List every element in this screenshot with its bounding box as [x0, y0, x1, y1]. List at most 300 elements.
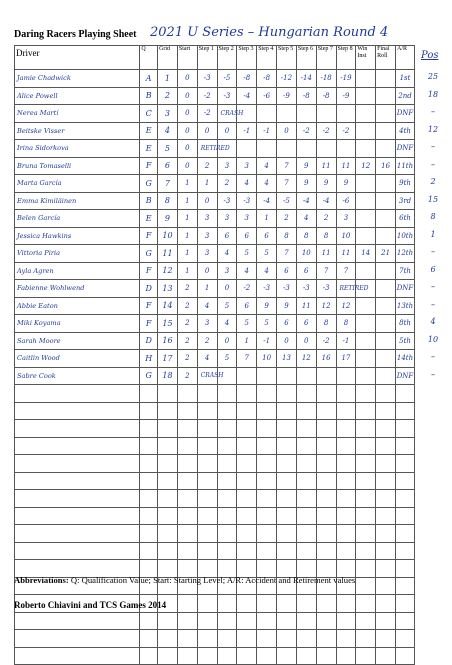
blank-cell [257, 647, 277, 665]
step-4-value: -4 [257, 192, 277, 210]
win-inst-value [356, 87, 376, 105]
table-row [15, 192, 415, 210]
blank-cell [296, 612, 316, 630]
blank-cell [376, 525, 396, 543]
header-step-7: Step 7 [316, 46, 336, 70]
step-7-value: 9 [316, 175, 336, 193]
step-5-value [277, 140, 297, 158]
final-roll-value [376, 350, 396, 368]
start-level: 1 [177, 262, 197, 280]
step-3-value [237, 140, 257, 158]
step-2-value: -5 [217, 70, 237, 88]
header-step-3: Step 3 [237, 46, 257, 70]
step-8-value: 17 [336, 350, 356, 368]
blank-cell [197, 420, 217, 438]
header-step-2: Step 2 [217, 46, 237, 70]
blank-cell [257, 525, 277, 543]
grid-position: 15 [158, 315, 178, 333]
start-level: 2 [177, 332, 197, 350]
step-4-value: 4 [257, 157, 277, 175]
header-win-inst: Win Inst [356, 46, 376, 70]
step-1-value: 4 [197, 350, 217, 368]
final-roll-value [376, 280, 396, 298]
step-5-value: 7 [277, 157, 297, 175]
step-3-value: -1 [237, 122, 257, 140]
final-roll-value [376, 315, 396, 333]
blank-cell [316, 647, 336, 665]
blank-cell [316, 437, 336, 455]
step-1-value: 0 [197, 192, 217, 210]
blank-cell [197, 595, 217, 613]
step-5-value: 0 [277, 122, 297, 140]
ar-result: DNF [396, 105, 415, 123]
step-3-value [237, 367, 257, 385]
blank-row [15, 507, 415, 525]
blank-cell [217, 542, 237, 560]
blank-cell [237, 420, 257, 438]
table-row [15, 350, 415, 368]
qualification-value: E [140, 210, 158, 228]
blank-cell [356, 542, 376, 560]
table-row [15, 315, 415, 333]
blank-row [15, 647, 415, 665]
blank-cell [396, 560, 415, 578]
step-3-value: -2 [237, 280, 257, 298]
step-5-value: 0 [277, 332, 297, 350]
qualification-value: H [140, 350, 158, 368]
step-7-value: -3 [316, 280, 336, 298]
blank-cell [158, 455, 178, 473]
grid-position: 8 [158, 192, 178, 210]
blank-cell [296, 455, 316, 473]
start-level: 2 [177, 350, 197, 368]
qualification-value: F [140, 315, 158, 333]
final-roll-value [376, 87, 396, 105]
blank-cell [15, 437, 140, 455]
step-1-value: 0 [197, 122, 217, 140]
blank-cell [356, 507, 376, 525]
blank-row [15, 455, 415, 473]
grid-position: 16 [158, 332, 178, 350]
step-8-value: 9 [336, 175, 356, 193]
blank-cell [158, 525, 178, 543]
blank-cell [257, 507, 277, 525]
blank-cell [296, 630, 316, 648]
start-level: 2 [177, 315, 197, 333]
blank-row [15, 630, 415, 648]
table-row [15, 175, 415, 193]
blank-cell [177, 507, 197, 525]
step-6-value: 9 [296, 175, 316, 193]
step-2-value: 0 [217, 332, 237, 350]
blank-cell [396, 577, 415, 595]
qualification-value: E [140, 122, 158, 140]
blank-cell [15, 647, 140, 665]
step-5-value: -12 [277, 70, 297, 88]
step-1-value: 2 [197, 157, 217, 175]
blank-cell [15, 507, 140, 525]
driver-name: Alice Powell [15, 87, 140, 105]
step-4-value [257, 367, 277, 385]
blank-cell [356, 630, 376, 648]
final-roll-value [376, 332, 396, 350]
header-step-8: Step 8 [336, 46, 356, 70]
pos-value: 15 [427, 195, 439, 204]
step-4-value: 5 [257, 315, 277, 333]
ar-result: 9th [396, 175, 415, 193]
blank-cell [217, 630, 237, 648]
start-level: 1 [177, 175, 197, 193]
step-5-value: 7 [277, 175, 297, 193]
qualification-value: D [140, 280, 158, 298]
qualification-value: B [140, 192, 158, 210]
blank-cell [376, 455, 396, 473]
ar-result: 12th [396, 245, 415, 263]
blank-cell [15, 455, 140, 473]
blank-cell [396, 455, 415, 473]
step-8-value: -19 [336, 70, 356, 88]
driver-name: Vittoria Piria [15, 245, 140, 263]
step-6-value: 11 [296, 297, 316, 315]
step-4-value: -1 [257, 332, 277, 350]
step-4-value: -6 [257, 87, 277, 105]
step-2-value: 3 [217, 262, 237, 280]
blank-cell [277, 402, 297, 420]
step-7-value: 16 [316, 350, 336, 368]
blank-cell [396, 385, 415, 403]
blank-cell [197, 542, 217, 560]
table-row [15, 87, 415, 105]
start-level: 0 [177, 105, 197, 123]
blank-cell [237, 647, 257, 665]
blank-cell [396, 437, 415, 455]
header-step-6: Step 6 [296, 46, 316, 70]
blank-cell [177, 630, 197, 648]
blank-cell [356, 385, 376, 403]
ar-result: 11th [396, 157, 415, 175]
step-4-value: -1 [257, 122, 277, 140]
blank-cell [376, 490, 396, 508]
blank-cell [197, 630, 217, 648]
step-3-value: 5 [237, 315, 257, 333]
blank-cell [15, 525, 140, 543]
qualification-value: F [140, 262, 158, 280]
final-roll-value [376, 210, 396, 228]
pos-value: 10 [427, 335, 439, 344]
pos-value: 18 [427, 90, 439, 99]
blank-cell [316, 385, 336, 403]
final-roll-value: 16 [376, 157, 396, 175]
driver-name: Jessica Hawkins [15, 227, 140, 245]
win-inst-value [356, 192, 376, 210]
blank-cell [217, 647, 237, 665]
blank-cell [396, 612, 415, 630]
blank-cell [376, 402, 396, 420]
blank-cell [257, 385, 277, 403]
blank-cell [158, 630, 178, 648]
step-7-value: -2 [316, 332, 336, 350]
win-inst-value [356, 105, 376, 123]
step-8-value: 11 [336, 157, 356, 175]
grid-position: 9 [158, 210, 178, 228]
step-4-value: 4 [257, 175, 277, 193]
blank-cell [140, 647, 158, 665]
ar-result: 14th [396, 350, 415, 368]
step-5-value: -3 [277, 280, 297, 298]
step-7-value: -8 [316, 87, 336, 105]
win-inst-value [356, 332, 376, 350]
driver-name: Fabienne Wohlwend [15, 280, 140, 298]
step-8-value: -9 [336, 87, 356, 105]
driver-name: Ayla Agren [15, 262, 140, 280]
pos-value: 6 [430, 265, 436, 274]
header-q: Q [140, 46, 158, 70]
table-row [15, 105, 415, 123]
win-inst-value [356, 122, 376, 140]
step-2-value: -3 [217, 87, 237, 105]
blank-cell [336, 647, 356, 665]
blank-cell [158, 437, 178, 455]
final-roll-value [376, 227, 396, 245]
blank-cell [396, 630, 415, 648]
step-8-value: -2 [336, 122, 356, 140]
blank-cell [217, 507, 237, 525]
step-5-value [277, 367, 297, 385]
qualification-value: G [140, 367, 158, 385]
final-roll-value [376, 105, 396, 123]
step-1-value: 3 [197, 245, 217, 263]
driver-name: Irina Sidorkova [15, 140, 140, 158]
blank-cell [217, 612, 237, 630]
step-3-value: 3 [237, 157, 257, 175]
header-step-1: Step 1 [197, 46, 217, 70]
driver-name: Miki Koyama [15, 315, 140, 333]
step-6-value: 6 [296, 262, 316, 280]
blank-cell [356, 420, 376, 438]
step-2-value: 0 [217, 122, 237, 140]
blank-cell [177, 490, 197, 508]
blank-cell [15, 542, 140, 560]
pos-value: 4 [430, 317, 436, 326]
driver-name: Beitske Visser [15, 122, 140, 140]
table-row [15, 332, 415, 350]
blank-cell [217, 525, 237, 543]
blank-cell [376, 612, 396, 630]
blank-cell [376, 507, 396, 525]
blank-cell [217, 437, 237, 455]
blank-cell [257, 542, 277, 560]
driver-name: Sarah Moore [15, 332, 140, 350]
start-level: 1 [177, 192, 197, 210]
grid-position: 1 [158, 70, 178, 88]
pos-value: – [431, 247, 435, 256]
blank-cell [277, 525, 297, 543]
step-3-value: -4 [237, 87, 257, 105]
step-1-value: 0 [197, 262, 217, 280]
grid-position: 2 [158, 87, 178, 105]
blank-cell [158, 420, 178, 438]
blank-cell [316, 595, 336, 613]
blank-cell [177, 402, 197, 420]
driver-name: Nerea Martí [15, 105, 140, 123]
blank-cell [376, 385, 396, 403]
blank-row [15, 472, 415, 490]
blank-cell [316, 420, 336, 438]
blank-cell [396, 490, 415, 508]
grid-position: 4 [158, 122, 178, 140]
driver-name: Bruna Tomaselli [15, 157, 140, 175]
start-level: 2 [177, 280, 197, 298]
playing-sheet-table [14, 45, 415, 665]
grid-position: 14 [158, 297, 178, 315]
win-inst-value: 14 [356, 245, 376, 263]
step-7-value: 8 [316, 315, 336, 333]
blank-cell [237, 472, 257, 490]
step-3-value: 7 [237, 350, 257, 368]
ar-result: 6th [396, 210, 415, 228]
step-5-value: 8 [277, 227, 297, 245]
table-row [15, 70, 415, 88]
blank-cell [356, 612, 376, 630]
blank-cell [177, 437, 197, 455]
start-level: 0 [177, 70, 197, 88]
grid-position: 7 [158, 175, 178, 193]
blank-cell [217, 402, 237, 420]
step-7-value: 7 [316, 262, 336, 280]
blank-row [15, 420, 415, 438]
ar-result: 10th [396, 227, 415, 245]
blank-cell [336, 507, 356, 525]
step-7-value: 11 [316, 245, 336, 263]
step-6-value: -2 [296, 122, 316, 140]
step-3-value: 1 [237, 332, 257, 350]
blank-cell [140, 507, 158, 525]
blank-cell [356, 490, 376, 508]
final-roll-value [376, 70, 396, 88]
win-inst-value [356, 367, 376, 385]
qualification-value: A [140, 70, 158, 88]
blank-cell [296, 490, 316, 508]
start-level: 1 [177, 245, 197, 263]
ar-result: DNF [396, 367, 415, 385]
step-6-value: 6 [296, 315, 316, 333]
blank-cell [316, 402, 336, 420]
blank-cell [158, 612, 178, 630]
blank-cell [177, 525, 197, 543]
step-8-value: 12 [336, 297, 356, 315]
grid-position: 3 [158, 105, 178, 123]
blank-cell [177, 647, 197, 665]
blank-cell [277, 630, 297, 648]
step-5-value: 2 [277, 210, 297, 228]
pos-value: – [431, 370, 435, 379]
step-2-value: -3 [217, 192, 237, 210]
win-inst-value [356, 297, 376, 315]
step-4-value: -3 [257, 280, 277, 298]
blank-cell [396, 402, 415, 420]
blank-cell [336, 490, 356, 508]
blank-cell [257, 472, 277, 490]
win-inst-value: 12 [356, 157, 376, 175]
header-a-r: A/R [396, 46, 415, 70]
blank-cell [197, 455, 217, 473]
pos-value: 1 [430, 230, 436, 239]
blank-cell [336, 437, 356, 455]
blank-cell [296, 420, 316, 438]
step-7-value: -18 [316, 70, 336, 88]
blank-row [15, 437, 415, 455]
ar-result: 13th [396, 297, 415, 315]
blank-cell [15, 402, 140, 420]
blank-cell [336, 612, 356, 630]
blank-cell [356, 472, 376, 490]
blank-cell [158, 402, 178, 420]
blank-cell [237, 525, 257, 543]
blank-cell [316, 612, 336, 630]
table-row [15, 297, 415, 315]
table-row [15, 122, 415, 140]
blank-cell [140, 420, 158, 438]
blank-cell [140, 542, 158, 560]
driver-name: Caitlin Wood [15, 350, 140, 368]
blank-cell [217, 420, 237, 438]
qualification-value: C [140, 105, 158, 123]
final-roll-value [376, 140, 396, 158]
step-4-value: 5 [257, 245, 277, 263]
blank-cell [177, 455, 197, 473]
header-grid: Grid [158, 46, 178, 70]
step-8-value: 3 [336, 210, 356, 228]
pos-value: 25 [427, 72, 439, 81]
blank-cell [140, 490, 158, 508]
blank-cell [336, 472, 356, 490]
step-1-value: 1 [197, 280, 217, 298]
start-level: 1 [177, 210, 197, 228]
blank-cell [197, 525, 217, 543]
step-2-value: 3 [217, 210, 237, 228]
blank-cell [197, 647, 217, 665]
blank-cell [396, 420, 415, 438]
blank-cell [158, 507, 178, 525]
pos-value: – [431, 300, 435, 309]
blank-row [15, 612, 415, 630]
step-1-value: 3 [197, 227, 217, 245]
blank-cell [237, 612, 257, 630]
final-roll-value [376, 262, 396, 280]
step-6-value: -4 [296, 192, 316, 210]
blank-row [15, 385, 415, 403]
blank-cell [316, 630, 336, 648]
blank-cell [356, 647, 376, 665]
blank-cell [197, 437, 217, 455]
blank-cell [356, 577, 376, 595]
step-6-value [296, 105, 316, 123]
blank-cell [376, 630, 396, 648]
header-driver: Driver [15, 46, 140, 70]
blank-cell [237, 437, 257, 455]
grid-position: 10 [158, 227, 178, 245]
blank-cell [257, 402, 277, 420]
blank-cell [296, 437, 316, 455]
win-inst-value [356, 350, 376, 368]
blank-cell [140, 525, 158, 543]
pos-value: – [431, 160, 435, 169]
step-3-value: 4 [237, 175, 257, 193]
step-1-value: 1 [197, 175, 217, 193]
step-8-value: -6 [336, 192, 356, 210]
blank-cell [257, 437, 277, 455]
final-roll-value [376, 175, 396, 193]
